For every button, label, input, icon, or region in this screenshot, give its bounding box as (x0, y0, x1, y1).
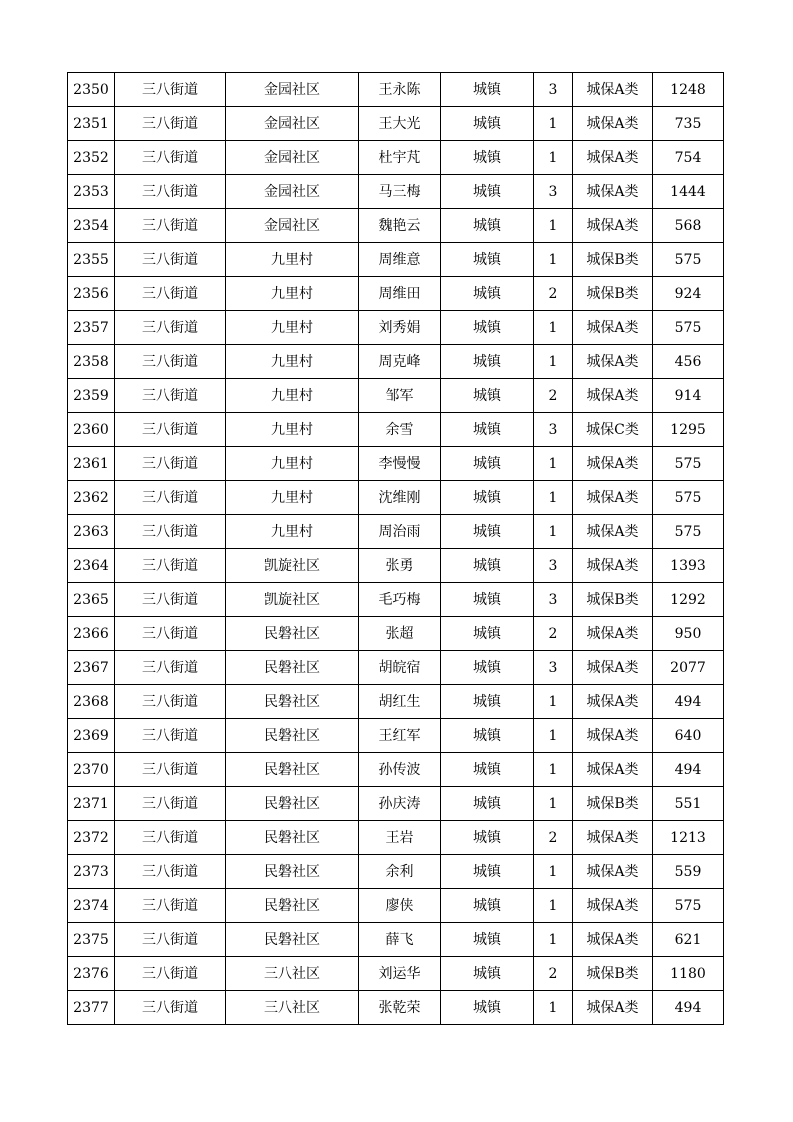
people-count-cell: 1 (534, 209, 573, 243)
row-number: 2356 (68, 277, 115, 311)
category-cell: 城保A类 (573, 141, 653, 175)
category-cell: 城保A类 (573, 889, 653, 923)
household-type-cell: 城镇 (441, 209, 534, 243)
table-row (68, 447, 724, 481)
table-row (68, 855, 724, 889)
category-cell: 城保A类 (573, 379, 653, 413)
table-row (68, 175, 724, 209)
name-cell: 周克峰 (359, 345, 441, 379)
community-cell: 金园社区 (226, 73, 359, 107)
household-type-cell: 城镇 (441, 583, 534, 617)
people-count-cell: 1 (534, 107, 573, 141)
street-cell: 三八街道 (115, 753, 226, 787)
amount-cell: 2077 (653, 651, 724, 685)
category-cell: 城保A类 (573, 549, 653, 583)
name-cell: 毛巧梅 (359, 583, 441, 617)
category-cell: 城保A类 (573, 209, 653, 243)
amount-cell: 621 (653, 923, 724, 957)
street-cell: 三八街道 (115, 515, 226, 549)
street-cell: 三八街道 (115, 447, 226, 481)
community-cell: 民磐社区 (226, 889, 359, 923)
street-cell: 三八街道 (115, 481, 226, 515)
category-cell: 城保A类 (573, 685, 653, 719)
amount-cell: 924 (653, 277, 724, 311)
household-type-cell: 城镇 (441, 481, 534, 515)
name-cell: 周治雨 (359, 515, 441, 549)
table-row (68, 787, 724, 821)
household-type-cell: 城镇 (441, 549, 534, 583)
amount-cell: 1292 (653, 583, 724, 617)
street-cell: 三八街道 (115, 957, 226, 991)
amount-cell: 575 (653, 889, 724, 923)
category-cell: 城保A类 (573, 651, 653, 685)
category-cell: 城保A类 (573, 311, 653, 345)
people-count-cell: 3 (534, 175, 573, 209)
name-cell: 王红军 (359, 719, 441, 753)
amount-cell: 1180 (653, 957, 724, 991)
people-count-cell: 1 (534, 855, 573, 889)
row-number: 2359 (68, 379, 115, 413)
table-row (68, 73, 724, 107)
amount-cell: 559 (653, 855, 724, 889)
table-row (68, 277, 724, 311)
row-number: 2353 (68, 175, 115, 209)
street-cell: 三八街道 (115, 787, 226, 821)
table-row (68, 923, 724, 957)
household-type-cell: 城镇 (441, 447, 534, 481)
household-type-cell: 城镇 (441, 73, 534, 107)
row-number: 2352 (68, 141, 115, 175)
community-cell: 民磐社区 (226, 719, 359, 753)
category-cell: 城保A类 (573, 923, 653, 957)
name-cell: 魏艳云 (359, 209, 441, 243)
table-row (68, 379, 724, 413)
community-cell: 九里村 (226, 311, 359, 345)
household-type-cell: 城镇 (441, 617, 534, 651)
household-type-cell: 城镇 (441, 753, 534, 787)
name-cell: 廖侠 (359, 889, 441, 923)
people-count-cell: 1 (534, 991, 573, 1025)
street-cell: 三八街道 (115, 311, 226, 345)
community-cell: 九里村 (226, 277, 359, 311)
table-row (68, 345, 724, 379)
amount-cell: 1393 (653, 549, 724, 583)
table-row (68, 413, 724, 447)
amount-cell: 568 (653, 209, 724, 243)
row-number: 2362 (68, 481, 115, 515)
street-cell: 三八街道 (115, 345, 226, 379)
row-number: 2372 (68, 821, 115, 855)
category-cell: 城保A类 (573, 821, 653, 855)
table-row (68, 515, 724, 549)
people-count-cell: 3 (534, 651, 573, 685)
people-count-cell: 2 (534, 277, 573, 311)
street-cell: 三八街道 (115, 379, 226, 413)
household-type-cell: 城镇 (441, 175, 534, 209)
people-count-cell: 1 (534, 481, 573, 515)
people-count-cell: 1 (534, 345, 573, 379)
street-cell: 三八街道 (115, 991, 226, 1025)
household-type-cell: 城镇 (441, 889, 534, 923)
community-cell: 民磐社区 (226, 923, 359, 957)
community-cell: 九里村 (226, 515, 359, 549)
row-number: 2373 (68, 855, 115, 889)
table-row (68, 719, 724, 753)
community-cell: 民磐社区 (226, 855, 359, 889)
street-cell: 三八街道 (115, 923, 226, 957)
community-cell: 九里村 (226, 481, 359, 515)
community-cell: 三八社区 (226, 991, 359, 1025)
people-count-cell: 3 (534, 549, 573, 583)
community-cell: 民磐社区 (226, 651, 359, 685)
street-cell: 三八街道 (115, 821, 226, 855)
community-cell: 金园社区 (226, 175, 359, 209)
street-cell: 三八街道 (115, 209, 226, 243)
amount-cell: 1213 (653, 821, 724, 855)
amount-cell: 735 (653, 107, 724, 141)
amount-cell: 640 (653, 719, 724, 753)
people-count-cell: 1 (534, 311, 573, 345)
community-cell: 九里村 (226, 447, 359, 481)
amount-cell: 456 (653, 345, 724, 379)
row-number: 2355 (68, 243, 115, 277)
category-cell: 城保B类 (573, 957, 653, 991)
people-count-cell: 1 (534, 889, 573, 923)
category-cell: 城保A类 (573, 345, 653, 379)
amount-cell: 1444 (653, 175, 724, 209)
household-type-cell: 城镇 (441, 685, 534, 719)
category-cell: 城保A类 (573, 447, 653, 481)
household-type-cell: 城镇 (441, 311, 534, 345)
name-cell: 张超 (359, 617, 441, 651)
people-count-cell: 2 (534, 379, 573, 413)
category-cell: 城保B类 (573, 277, 653, 311)
amount-cell: 551 (653, 787, 724, 821)
table-row (68, 583, 724, 617)
people-count-cell: 3 (534, 73, 573, 107)
row-number: 2374 (68, 889, 115, 923)
table-row (68, 889, 724, 923)
household-type-cell: 城镇 (441, 957, 534, 991)
community-cell: 凯旋社区 (226, 583, 359, 617)
street-cell: 三八街道 (115, 549, 226, 583)
category-cell: 城保B类 (573, 787, 653, 821)
name-cell: 张乾荣 (359, 991, 441, 1025)
category-cell: 城保C类 (573, 413, 653, 447)
street-cell: 三八街道 (115, 685, 226, 719)
amount-cell: 950 (653, 617, 724, 651)
household-type-cell: 城镇 (441, 821, 534, 855)
name-cell: 王永陈 (359, 73, 441, 107)
table-row (68, 991, 724, 1025)
table-row (68, 107, 724, 141)
people-count-cell: 1 (534, 923, 573, 957)
household-type-cell: 城镇 (441, 243, 534, 277)
row-number: 2363 (68, 515, 115, 549)
category-cell: 城保A类 (573, 107, 653, 141)
people-count-cell: 1 (534, 243, 573, 277)
name-cell: 孙传波 (359, 753, 441, 787)
table-row (68, 821, 724, 855)
table-row (68, 243, 724, 277)
name-cell: 孙庆涛 (359, 787, 441, 821)
name-cell: 沈维刚 (359, 481, 441, 515)
amount-cell: 494 (653, 991, 724, 1025)
row-number: 2376 (68, 957, 115, 991)
name-cell: 马三梅 (359, 175, 441, 209)
community-cell: 九里村 (226, 243, 359, 277)
name-cell: 余利 (359, 855, 441, 889)
row-number: 2351 (68, 107, 115, 141)
row-number: 2377 (68, 991, 115, 1025)
community-cell: 民磐社区 (226, 685, 359, 719)
row-number: 2370 (68, 753, 115, 787)
people-count-cell: 3 (534, 583, 573, 617)
community-cell: 民磐社区 (226, 753, 359, 787)
people-count-cell: 1 (534, 787, 573, 821)
household-type-cell: 城镇 (441, 515, 534, 549)
street-cell: 三八街道 (115, 719, 226, 753)
street-cell: 三八街道 (115, 73, 226, 107)
amount-cell: 575 (653, 515, 724, 549)
community-cell: 九里村 (226, 345, 359, 379)
community-cell: 民磐社区 (226, 821, 359, 855)
row-number: 2360 (68, 413, 115, 447)
amount-cell: 494 (653, 685, 724, 719)
table-row (68, 957, 724, 991)
name-cell: 周维意 (359, 243, 441, 277)
category-cell: 城保A类 (573, 991, 653, 1025)
row-number: 2364 (68, 549, 115, 583)
table-row (68, 549, 724, 583)
street-cell: 三八街道 (115, 175, 226, 209)
street-cell: 三八街道 (115, 617, 226, 651)
amount-cell: 914 (653, 379, 724, 413)
row-number: 2350 (68, 73, 115, 107)
amount-cell: 575 (653, 447, 724, 481)
community-cell: 三八社区 (226, 957, 359, 991)
table-row (68, 685, 724, 719)
name-cell: 胡红生 (359, 685, 441, 719)
row-number: 2357 (68, 311, 115, 345)
amount-cell: 575 (653, 243, 724, 277)
row-number: 2368 (68, 685, 115, 719)
community-cell: 民磐社区 (226, 617, 359, 651)
row-number: 2369 (68, 719, 115, 753)
household-type-cell: 城镇 (441, 345, 534, 379)
household-type-cell: 城镇 (441, 107, 534, 141)
people-count-cell: 1 (534, 447, 573, 481)
name-cell: 王岩 (359, 821, 441, 855)
category-cell: 城保A类 (573, 515, 653, 549)
household-type-cell: 城镇 (441, 787, 534, 821)
category-cell: 城保A类 (573, 617, 653, 651)
table-row (68, 617, 724, 651)
amount-cell: 494 (653, 753, 724, 787)
roster-table (67, 72, 724, 1025)
community-cell: 金园社区 (226, 107, 359, 141)
amount-cell: 575 (653, 481, 724, 515)
row-number: 2375 (68, 923, 115, 957)
community-cell: 凯旋社区 (226, 549, 359, 583)
name-cell: 李慢慢 (359, 447, 441, 481)
row-number: 2361 (68, 447, 115, 481)
table-row (68, 651, 724, 685)
table-row (68, 209, 724, 243)
household-type-cell: 城镇 (441, 991, 534, 1025)
roster-body (68, 73, 724, 1025)
household-type-cell: 城镇 (441, 379, 534, 413)
street-cell: 三八街道 (115, 107, 226, 141)
street-cell: 三八街道 (115, 243, 226, 277)
row-number: 2365 (68, 583, 115, 617)
category-cell: 城保A类 (573, 719, 653, 753)
community-cell: 金园社区 (226, 141, 359, 175)
people-count-cell: 3 (534, 413, 573, 447)
name-cell: 邹军 (359, 379, 441, 413)
people-count-cell: 1 (534, 515, 573, 549)
name-cell: 刘运华 (359, 957, 441, 991)
people-count-cell: 1 (534, 719, 573, 753)
category-cell: 城保A类 (573, 481, 653, 515)
amount-cell: 1248 (653, 73, 724, 107)
category-cell: 城保A类 (573, 175, 653, 209)
amount-cell: 575 (653, 311, 724, 345)
amount-cell: 1295 (653, 413, 724, 447)
category-cell: 城保B类 (573, 243, 653, 277)
community-cell: 金园社区 (226, 209, 359, 243)
street-cell: 三八街道 (115, 855, 226, 889)
row-number: 2367 (68, 651, 115, 685)
category-cell: 城保A类 (573, 753, 653, 787)
household-type-cell: 城镇 (441, 719, 534, 753)
category-cell: 城保B类 (573, 583, 653, 617)
household-type-cell: 城镇 (441, 651, 534, 685)
name-cell: 余雪 (359, 413, 441, 447)
table-row (68, 311, 724, 345)
name-cell: 杜宇芃 (359, 141, 441, 175)
name-cell: 张勇 (359, 549, 441, 583)
household-type-cell: 城镇 (441, 923, 534, 957)
household-type-cell: 城镇 (441, 277, 534, 311)
name-cell: 胡皖宿 (359, 651, 441, 685)
people-count-cell: 1 (534, 753, 573, 787)
people-count-cell: 1 (534, 141, 573, 175)
community-cell: 民磐社区 (226, 787, 359, 821)
household-type-cell: 城镇 (441, 855, 534, 889)
household-type-cell: 城镇 (441, 413, 534, 447)
people-count-cell: 2 (534, 617, 573, 651)
people-count-cell: 1 (534, 685, 573, 719)
category-cell: 城保A类 (573, 855, 653, 889)
street-cell: 三八街道 (115, 651, 226, 685)
community-cell: 九里村 (226, 413, 359, 447)
name-cell: 周维田 (359, 277, 441, 311)
street-cell: 三八街道 (115, 889, 226, 923)
category-cell: 城保A类 (573, 73, 653, 107)
table-row (68, 481, 724, 515)
row-number: 2371 (68, 787, 115, 821)
street-cell: 三八街道 (115, 141, 226, 175)
name-cell: 薛飞 (359, 923, 441, 957)
name-cell: 王大光 (359, 107, 441, 141)
table-row (68, 141, 724, 175)
name-cell: 刘秀娟 (359, 311, 441, 345)
street-cell: 三八街道 (115, 277, 226, 311)
amount-cell: 754 (653, 141, 724, 175)
row-number: 2358 (68, 345, 115, 379)
table-row (68, 753, 724, 787)
street-cell: 三八街道 (115, 413, 226, 447)
street-cell: 三八街道 (115, 583, 226, 617)
row-number: 2366 (68, 617, 115, 651)
community-cell: 九里村 (226, 379, 359, 413)
row-number: 2354 (68, 209, 115, 243)
people-count-cell: 2 (534, 957, 573, 991)
household-type-cell: 城镇 (441, 141, 534, 175)
people-count-cell: 2 (534, 821, 573, 855)
